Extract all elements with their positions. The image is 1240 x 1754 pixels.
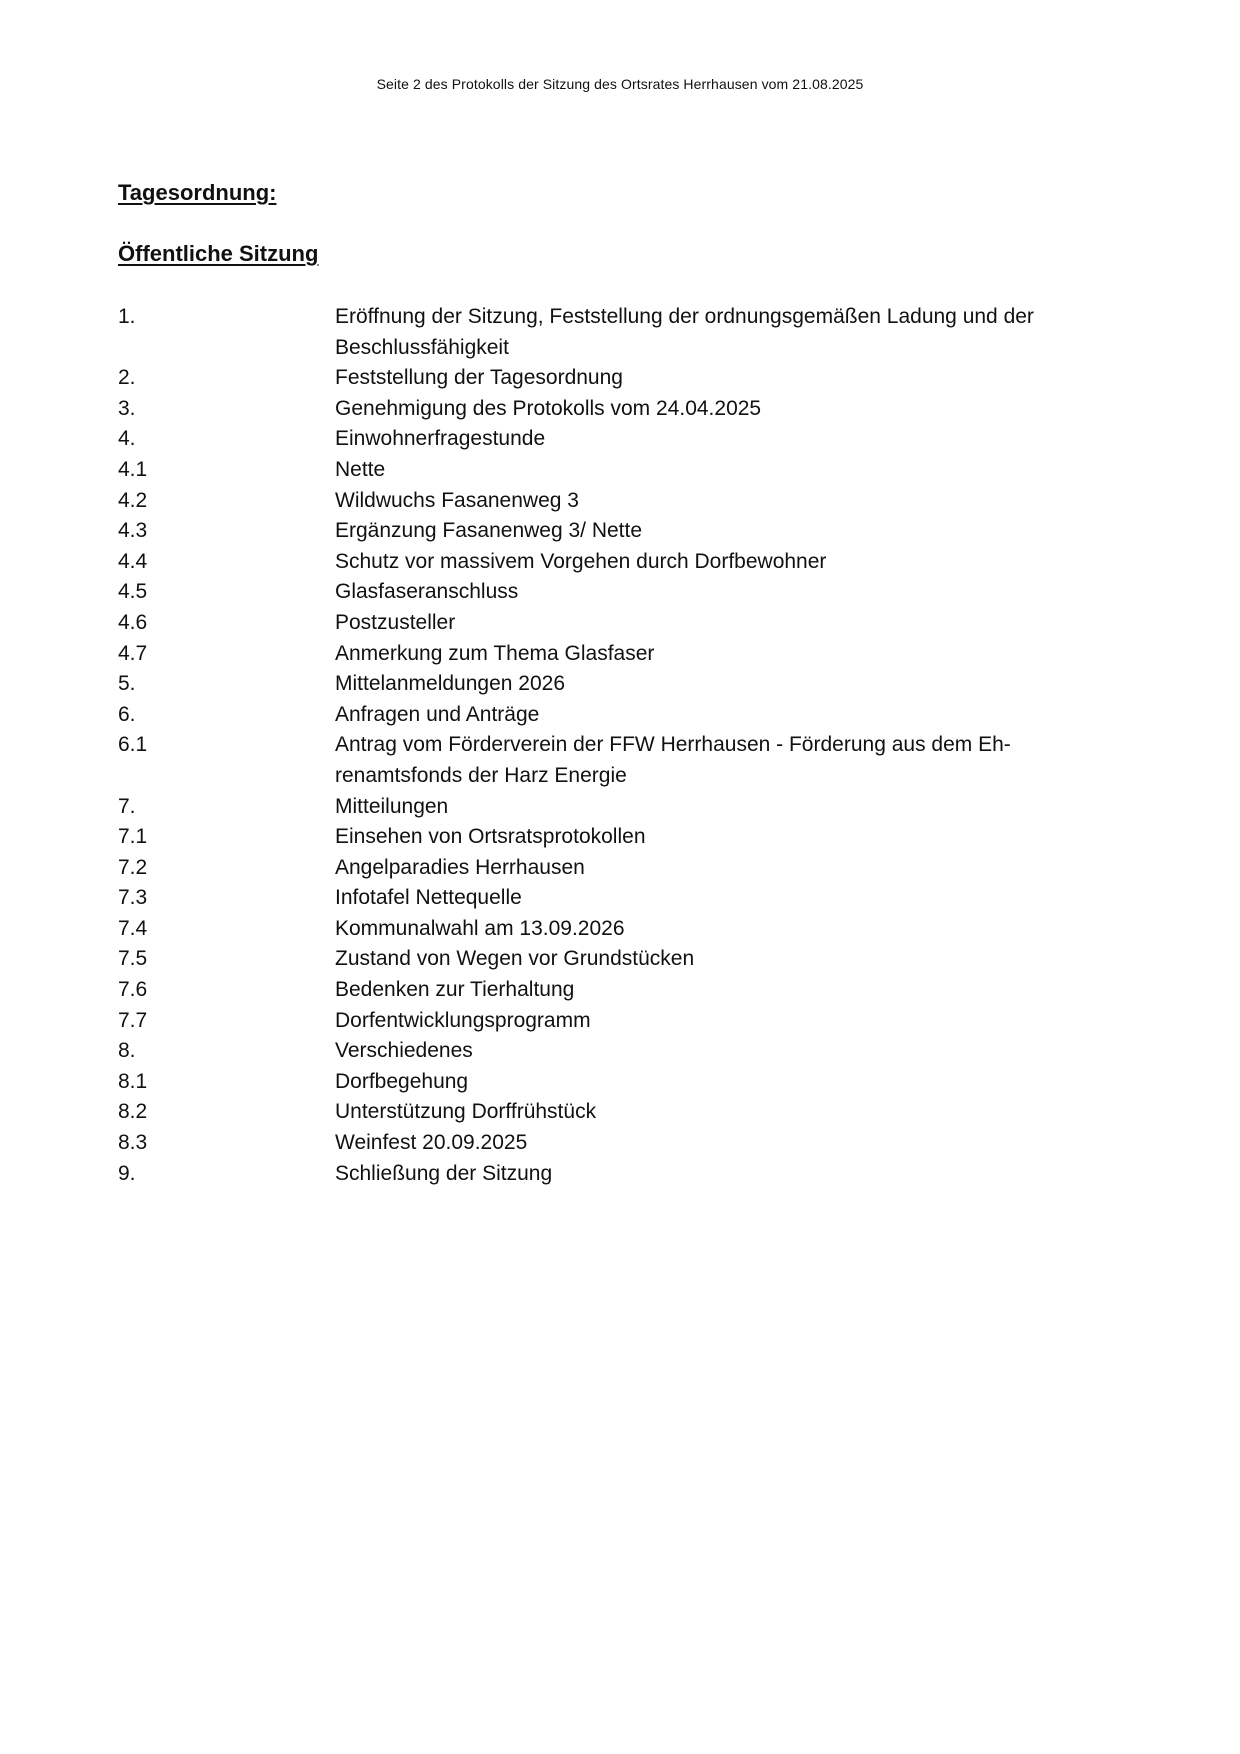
agenda-item-title: Dorfbegehung <box>335 1069 469 1093</box>
agenda-item-number: 4.7 <box>118 641 148 665</box>
agenda-item-number: 7.6 <box>118 978 148 1002</box>
agenda-item-title: Zustand von Wegen vor Grundstücken <box>335 947 695 971</box>
agenda-item <box>118 424 1078 455</box>
agenda-item <box>118 486 1078 517</box>
agenda-item-title: Mittelanmeldungen 2026 <box>335 672 565 696</box>
agenda-item-number: 3. <box>118 396 136 420</box>
agenda-item-title: Schließung der Sitzung <box>335 1161 553 1185</box>
agenda-item-title: Eröffnung der Sitzung, Feststellung der ordnungsgemäßen Ladung und der Beschlussfähigkeit <box>335 305 1034 359</box>
agenda-item-title: Antrag vom Förderverein der FFW Herrhausen - Förderung aus dem Eh-renamtsfonds der Harz Energie <box>335 733 1011 787</box>
agenda-item <box>118 1097 1078 1128</box>
agenda-item-title: Kommunalwahl am 13.09.2026 <box>335 916 625 940</box>
agenda-item-title: Infotafel Nettequelle <box>335 886 522 910</box>
agenda-item <box>118 853 1078 884</box>
agenda-item-number: 4.5 <box>118 580 148 604</box>
agenda-item-number: 1. <box>118 305 136 328</box>
agenda-item <box>118 883 1078 914</box>
agenda-item-number: 7.3 <box>118 886 148 910</box>
agenda-item-title: Mitteilungen <box>335 794 449 818</box>
agenda-item-title: Genehmigung des Protokolls vom 24.04.2025 <box>335 396 762 420</box>
agenda-item <box>118 547 1078 578</box>
agenda-item <box>118 914 1078 945</box>
agenda-item <box>118 944 1078 975</box>
agenda-item-title: Einsehen von Ortsratsprotokollen <box>335 825 646 849</box>
agenda-item <box>118 1006 1078 1037</box>
agenda-item-number: 7.2 <box>118 855 148 879</box>
agenda-item-number: 8.1 <box>118 1069 148 1093</box>
agenda-item <box>118 363 1078 394</box>
agenda-item-title: Ergänzung Fasanenweg 3/ Nette <box>335 519 643 543</box>
agenda-item <box>118 608 1078 639</box>
agenda-item-number: 8.2 <box>118 1100 148 1124</box>
agenda-item <box>118 730 1078 791</box>
agenda-item-number: 7.7 <box>118 1008 148 1032</box>
agenda-item-number: 6. <box>118 702 136 726</box>
agenda-item <box>118 639 1078 670</box>
agenda-item-title: Schutz vor massivem Vorgehen durch Dorfbewohner <box>335 549 827 573</box>
agenda-item <box>118 516 1078 547</box>
agenda-item <box>118 394 1078 425</box>
agenda-item-number: 9. <box>118 1161 136 1185</box>
agenda-item-title: Glasfaseranschluss <box>335 580 519 604</box>
page-header: Seite 2 des Protokolls der Sitzung des Ortsrates Herrhausen vom 21.08.2025 <box>376 76 864 92</box>
agenda-item-number: 7.5 <box>118 947 148 971</box>
agenda-item-number: 5. <box>118 672 136 696</box>
agenda-item-title: Verschiedenes <box>335 1039 473 1063</box>
agenda-item-number: 4.2 <box>118 488 148 512</box>
agenda-item-title: Einwohnerfragestunde <box>335 427 546 451</box>
agenda-item-number: 4.1 <box>118 457 148 481</box>
agenda-item-title: Anfragen und Anträge <box>335 702 540 726</box>
agenda-item-title: Feststellung der Tagesordnung <box>335 366 623 390</box>
agenda-item <box>118 302 1078 363</box>
agenda-item-number: 4. <box>118 427 136 451</box>
agenda-item <box>118 1036 1078 1067</box>
agenda-item-number: 4.6 <box>118 610 148 634</box>
agenda-item-number: 7.4 <box>118 916 148 940</box>
agenda-item <box>118 975 1078 1006</box>
agenda-item-number: 4.3 <box>118 519 148 543</box>
agenda-heading: Tagesordnung: <box>118 180 277 205</box>
agenda-item-number: 7. <box>118 794 136 818</box>
agenda-item <box>118 1128 1078 1159</box>
agenda-item-title: Nette <box>335 457 386 481</box>
agenda-item-title: Wildwuchs Fasanenweg 3 <box>335 488 579 512</box>
agenda-item-number: 8. <box>118 1039 136 1063</box>
agenda-item <box>118 822 1078 853</box>
agenda-item <box>118 669 1078 700</box>
agenda-item-number: 6.1 <box>118 733 148 757</box>
agenda-item-number: 4.4 <box>118 549 148 573</box>
agenda-item-number: 2. <box>118 366 136 390</box>
agenda-item <box>118 700 1078 731</box>
agenda-item-title: Weinfest 20.09.2025 <box>335 1131 528 1155</box>
agenda-item-title: Postzusteller <box>335 610 456 634</box>
agenda-item-number: 8.3 <box>118 1131 148 1155</box>
agenda-item-title: Angelparadies Herrhausen <box>335 855 585 879</box>
agenda-item <box>118 577 1078 608</box>
section-heading: Öffentliche Sitzung <box>118 241 319 266</box>
agenda-item-title: Dorfentwicklungsprogramm <box>335 1008 591 1032</box>
agenda-item <box>118 455 1078 486</box>
agenda-list <box>118 302 1078 1189</box>
agenda-item <box>118 1159 1078 1190</box>
agenda-item <box>118 792 1078 823</box>
agenda-item <box>118 1067 1078 1098</box>
agenda-item-title: Unterstützung Dorffrühstück <box>335 1100 597 1124</box>
agenda-item-title: Anmerkung zum Thema Glasfaser <box>335 641 655 665</box>
agenda-item-title: Bedenken zur Tierhaltung <box>335 978 575 1002</box>
agenda-item-number: 7.1 <box>118 825 148 849</box>
